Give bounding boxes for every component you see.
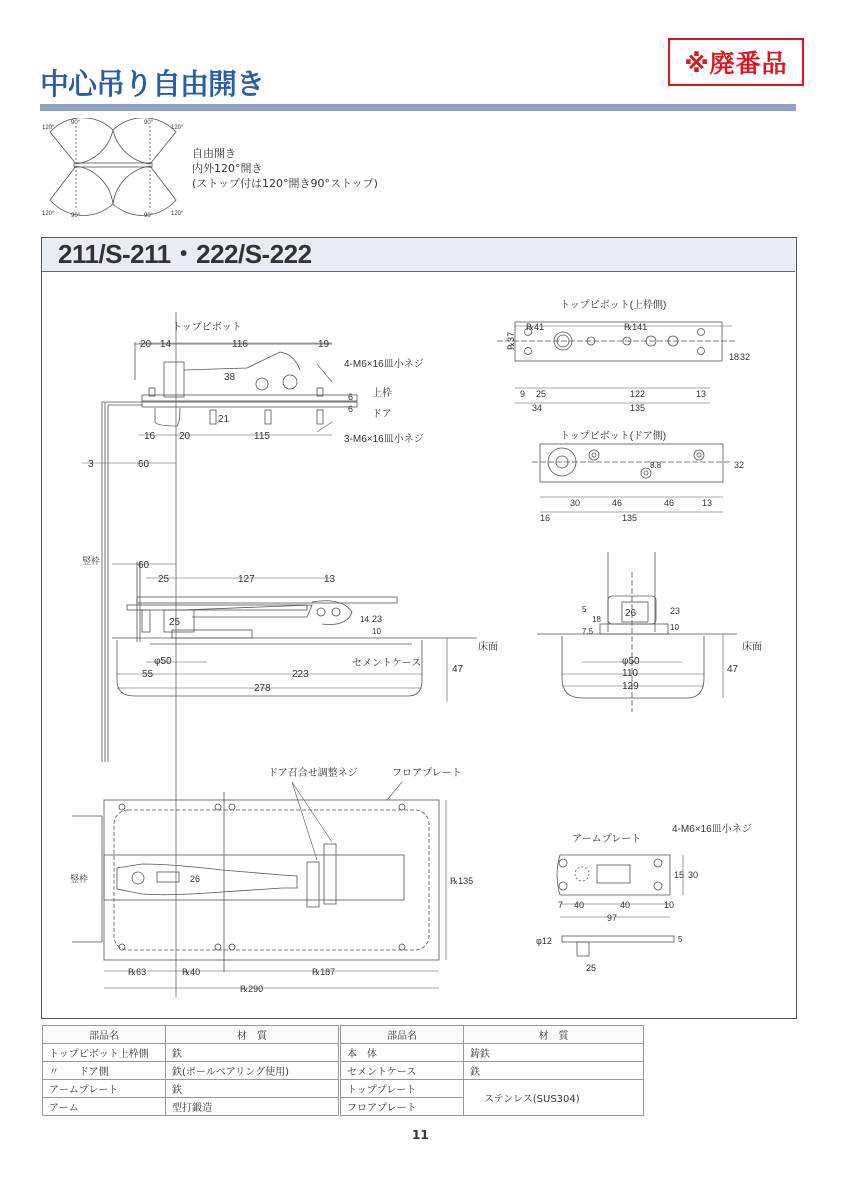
callout-label: 3-M6×16皿小ネジ xyxy=(344,434,424,445)
column-header: 材 質 xyxy=(464,1026,644,1044)
dim-label: 8.8 xyxy=(650,461,662,470)
floor-plan-view xyxy=(72,792,439,972)
swing-diagram xyxy=(40,118,190,220)
material-cell: ステンレス(SUS304) xyxy=(464,1080,644,1116)
dim-label: 30 xyxy=(688,870,699,880)
part-cell: セメントケース xyxy=(340,1062,464,1080)
part-cell: 〃 ドア側 xyxy=(43,1062,166,1080)
top-pivot-door-plan xyxy=(532,444,732,482)
dim-label: 40 xyxy=(574,900,585,910)
table-row xyxy=(43,1062,644,1080)
dim-label: ℞63 xyxy=(128,967,147,977)
dim-label: φ50 xyxy=(622,656,640,667)
dim-label: 46 xyxy=(612,498,623,508)
dim-label: 129 xyxy=(622,681,639,692)
dim-label: 19 xyxy=(318,339,330,350)
dim-label: 13 xyxy=(696,389,707,399)
dim-label: 26 xyxy=(190,874,201,884)
angle-label: 120° xyxy=(171,211,184,217)
technical-drawings xyxy=(42,272,795,1018)
dim-label: 7.5 xyxy=(582,627,594,636)
dim-label: 46 xyxy=(664,498,675,508)
dim-label: ℞40 xyxy=(182,967,201,977)
material-cell: 鉄 xyxy=(166,1044,340,1062)
dim-label: 38 xyxy=(224,372,236,383)
part-cell: フロアプレート xyxy=(340,1098,464,1116)
dim-label: 6 xyxy=(348,404,354,414)
dim-label: 115 xyxy=(254,431,270,442)
jamb-label: 竪枠 xyxy=(82,556,101,566)
dim-label: 3 xyxy=(88,459,94,470)
dim-label: 55 xyxy=(142,669,154,680)
discontinued-badge: ※廃番品 xyxy=(668,38,804,86)
dim-label: 6 xyxy=(348,392,354,402)
angle-label: 120° xyxy=(42,125,55,131)
table-header-row xyxy=(43,1026,644,1044)
dim-label: 7 xyxy=(558,900,564,910)
jamb-label: 竪枠 xyxy=(70,874,89,884)
page-title: 中心吊り自由開き xyxy=(40,67,265,101)
dim-label: 15 xyxy=(674,870,685,880)
callout-label: ドア召合せ調整ネジ xyxy=(268,768,358,779)
dim-label: ℞290 xyxy=(240,984,264,994)
floor-label: 床面 xyxy=(742,642,762,653)
page-number: 11 xyxy=(412,1128,429,1142)
dim-label: 20 xyxy=(179,431,191,442)
dim-label: 32 xyxy=(734,460,745,470)
part-cell: アーム xyxy=(43,1098,166,1116)
dim-label: 10 xyxy=(664,900,675,910)
swing-line: 自由開き xyxy=(192,147,236,160)
dim-label: 34 xyxy=(532,403,543,413)
material-cell: 鉄 xyxy=(464,1062,644,1080)
dim-label: 135 xyxy=(630,403,646,413)
dim-label: 278 xyxy=(254,683,271,694)
dim-label: 47 xyxy=(452,664,464,675)
dim-label: 40 xyxy=(620,900,631,910)
dim-label: 32 xyxy=(740,352,751,362)
dim-label: 135 xyxy=(622,513,638,523)
dim-label: 23 xyxy=(670,606,681,616)
material-cell: 型打鍛造 xyxy=(166,1098,340,1116)
drawing-label: トップピボット(上枠側) xyxy=(560,300,667,311)
dim-label: 13 xyxy=(324,574,336,585)
callout-label: 4-M6×16皿小ネジ xyxy=(672,824,752,835)
callout-label: フロアプレート xyxy=(392,768,462,779)
drawing-label: トップピボット(ドア側) xyxy=(560,431,667,442)
dim-label: 25 xyxy=(158,574,170,585)
title-rule xyxy=(40,104,796,111)
dim-label: 23 xyxy=(372,614,383,624)
dim-label: ℞135 xyxy=(450,876,474,886)
case-label: セメントケース xyxy=(352,658,422,669)
top-pivot-side-view xyxy=(102,342,357,762)
drawing-label: アームプレート xyxy=(572,834,642,845)
swing-description xyxy=(192,146,378,191)
callout-label: 上枠 xyxy=(372,388,392,399)
callout-label: ドア xyxy=(372,409,392,420)
material-cell: 鋳鉄 xyxy=(464,1044,644,1062)
dim-label: ℞141 xyxy=(624,322,648,332)
dim-label: 14 xyxy=(360,615,369,624)
dim-label: ℞41 xyxy=(526,322,545,332)
dim-label: 18 xyxy=(592,615,601,624)
dim-label: 21 xyxy=(218,414,230,425)
dim-label: 18 xyxy=(729,352,740,362)
column-header: 部品名 xyxy=(43,1026,166,1044)
dim-label: φ12 xyxy=(536,936,552,946)
column-header: 材 質 xyxy=(166,1026,340,1044)
angle-label: 90° xyxy=(144,213,154,219)
dim-label: 60 xyxy=(138,560,150,571)
angle-label: 90° xyxy=(144,120,154,126)
angle-label: 90° xyxy=(71,213,81,219)
callout-label: 4-M6×16皿小ネジ xyxy=(344,359,424,370)
dim-label: 25 xyxy=(536,389,547,399)
dim-label: 60 xyxy=(138,459,150,470)
dim-label: 10 xyxy=(670,623,679,632)
dim-label: 223 xyxy=(292,669,309,680)
angle-label: 120° xyxy=(171,125,184,131)
dim-label: 127 xyxy=(238,574,255,585)
table-row xyxy=(43,1044,644,1062)
dim-label: 14 xyxy=(160,339,172,350)
dim-label: 47 xyxy=(727,664,739,675)
swing-line: 内外120°開き xyxy=(192,162,263,175)
dim-label: 26 xyxy=(625,608,637,619)
dim-label: φ50 xyxy=(154,656,172,667)
part-cell: アームプレート xyxy=(43,1080,166,1098)
material-cell: 鉄(ボールベアリング使用) xyxy=(166,1062,340,1080)
part-cell: トップピボット上枠側 xyxy=(43,1044,166,1062)
dim-label: 5 xyxy=(678,935,683,944)
model-title: 211/S-211・222/S-222 xyxy=(58,239,312,269)
dim-label: 16 xyxy=(144,431,156,442)
dim-label: 9 xyxy=(520,389,526,399)
dim-label: 10 xyxy=(372,627,381,636)
drawing-label: トップピボット xyxy=(172,322,242,333)
dim-label: 97 xyxy=(607,913,618,923)
dim-label: 20 xyxy=(140,339,152,350)
table-row xyxy=(43,1080,644,1098)
dim-label: ℞37 xyxy=(506,331,516,350)
dim-label: 122 xyxy=(630,389,646,399)
dim-label: 5 xyxy=(582,605,587,614)
angle-label: 120° xyxy=(42,211,55,217)
dim-label: 25 xyxy=(586,963,597,973)
part-cell: 本 体 xyxy=(340,1044,464,1062)
floor-label: 床面 xyxy=(478,642,498,653)
part-cell: トッププレート xyxy=(340,1080,464,1098)
dim-label: 16 xyxy=(540,513,551,523)
column-header: 部品名 xyxy=(340,1026,464,1044)
dim-label: 30 xyxy=(570,498,581,508)
dim-label: 116 xyxy=(232,339,248,350)
material-cell: 鉄 xyxy=(166,1080,340,1098)
swing-line: (ストップ付は120°開き90°ストップ) xyxy=(192,177,378,190)
dim-label: ℞187 xyxy=(312,967,336,977)
dim-label: 25 xyxy=(169,617,181,628)
dim-label: 13 xyxy=(702,498,713,508)
dim-label: 110 xyxy=(622,668,638,679)
angle-label: 90° xyxy=(71,120,81,126)
materials-table xyxy=(42,1025,644,1116)
